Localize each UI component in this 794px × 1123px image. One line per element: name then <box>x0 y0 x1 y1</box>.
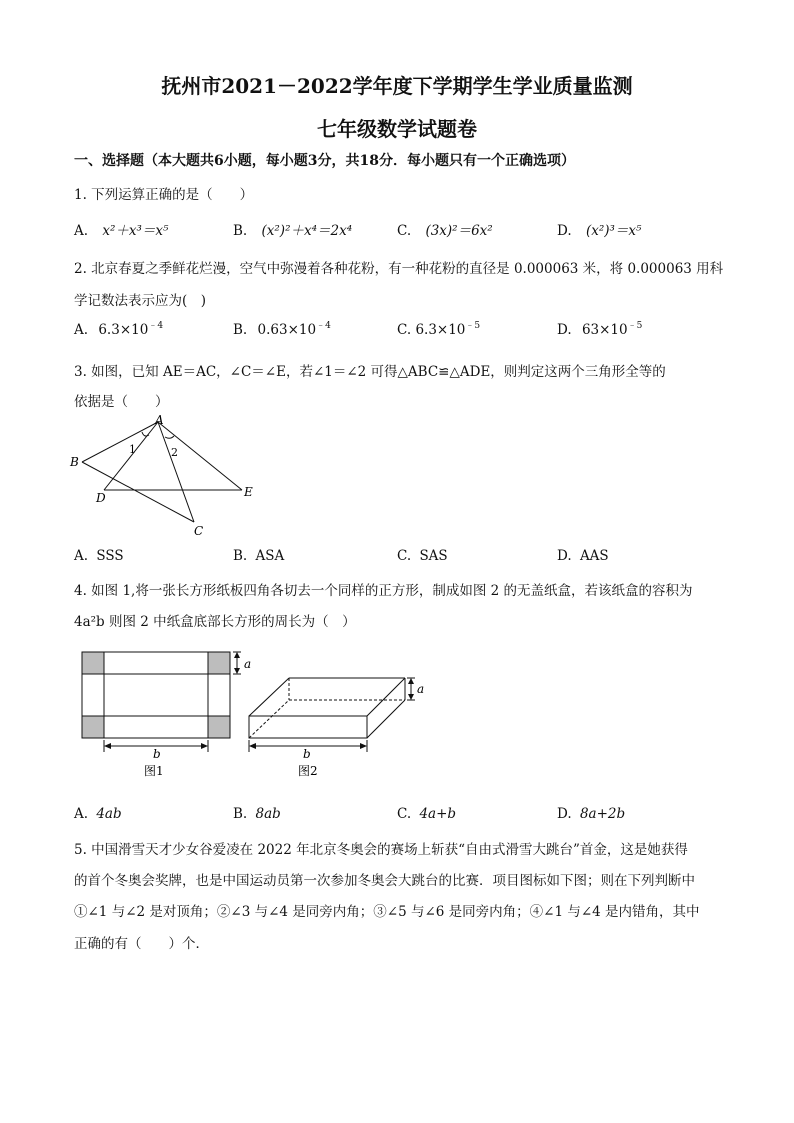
q2-option-c-letter: C. <box>397 322 412 338</box>
label-A: A <box>155 413 164 427</box>
q5-stem-line3: ①∠1 与∠2 是对顶角；②∠3 与∠4 是同旁内角；③∠5 与∠6 是同旁内角；④∠1 与∠4 是内错角，其中 <box>74 904 700 920</box>
q3-option-c-text: SAS <box>419 548 448 564</box>
q1-option-b-expr: (x²)²＋x⁴＝2x⁴ <box>261 223 353 239</box>
q1-option-c-letter: C. <box>397 223 412 239</box>
q4-option-a-text: 4ab <box>96 806 122 822</box>
q4-option-b[interactable] <box>233 806 281 822</box>
q4-option-c-text: 4a+b <box>419 806 457 822</box>
angle-label-2: 2 <box>171 446 178 459</box>
q1-option-a-letter: A. <box>74 223 89 239</box>
q2-option-c-exp: ﹣5 <box>465 321 481 331</box>
q2-stem-line1: 2. 北京春夏之季鲜花烂漫，空气中弥漫着各种花粉，有一种花粉的直径是 0.000063 米，将 0.000063 用科 <box>74 261 724 277</box>
q2-option-b[interactable] <box>233 318 331 338</box>
q3-option-b[interactable] <box>233 548 284 564</box>
q3-triangle-figure <box>64 412 274 540</box>
exam-title-line1: 抚州市2021－2022学年度下学期学生学业质量监测 <box>161 74 633 98</box>
fig2-label-a: a <box>417 682 425 696</box>
fig2-caption: 图2 <box>298 764 318 778</box>
fig1-caption: 图1 <box>144 764 164 778</box>
q2-option-b-exp: ﹣4 <box>316 321 331 331</box>
q1-option-a[interactable] <box>74 219 168 239</box>
q4-option-d[interactable] <box>557 806 625 822</box>
section-heading: 一、选择题（本大题共6小题，每小题3分，共18分．每小题只有一个正确选项） <box>74 153 575 169</box>
q4-option-d-letter: D. <box>557 806 572 822</box>
q2-option-b-letter: B. <box>233 322 248 338</box>
q1-option-a-expr: x²＋x³＝x⁵ <box>102 223 169 239</box>
label-D: D <box>96 491 106 505</box>
q3-option-d-text: AAS <box>579 548 609 564</box>
q4-option-b-text: 8ab <box>255 806 281 822</box>
q3-option-d-letter: D. <box>557 548 572 564</box>
q4-figure-1 <box>78 648 258 780</box>
q1-option-c-expr: (3x)²＝6x² <box>425 223 493 239</box>
q4-option-a-letter: A. <box>74 806 89 822</box>
q4-figure-2 <box>243 668 433 780</box>
q2-option-d-text: 63×10 <box>581 322 628 338</box>
q3-option-a-text: SSS <box>96 548 124 564</box>
q1-option-d[interactable] <box>557 219 641 239</box>
q3-option-a-letter: A. <box>74 548 89 564</box>
q2-option-c[interactable] <box>397 318 480 338</box>
q2-option-b-text: 0.63×10 <box>257 322 317 338</box>
q3-option-a[interactable] <box>74 548 124 564</box>
q2-option-d[interactable] <box>557 318 642 338</box>
q4-option-d-text: 8a+2b <box>579 806 626 822</box>
fig2-label-b: b <box>303 747 311 761</box>
q1-option-b[interactable] <box>233 219 352 239</box>
q2-option-a[interactable] <box>74 318 163 338</box>
angle-label-1: 1 <box>129 443 136 456</box>
q5-stem-line1: 5. 中国滑雪天才少女谷爱凌在 2022 年北京冬奥会的赛场上斩获“自由式滑雪大跳台”首金，这是她获得 <box>74 842 688 858</box>
q2-option-d-letter: D. <box>557 322 572 338</box>
q1-option-d-expr: (x²)³＝x⁵ <box>585 223 642 239</box>
q2-option-a-letter: A. <box>74 322 89 338</box>
q3-option-b-letter: B. <box>233 548 248 564</box>
fig1-label-a: a <box>244 657 252 671</box>
q4-option-c-letter: C. <box>397 806 412 822</box>
q2-option-a-text: 6.3×10 <box>98 322 149 338</box>
q3-stem-line1: 3. 如图，已知 AE＝AC，∠C＝∠E，若∠1＝∠2 可得△ABC≌△ADE，则判定这两个三角形全等的 <box>74 364 666 380</box>
q3-stem-line2: 依据是（ ） <box>74 394 169 410</box>
q1-stem: 1. 下列运算正确的是（ ） <box>74 187 254 203</box>
exam-title-line2: 七年级数学试题卷 <box>317 117 477 141</box>
q5-stem-line4: 正确的有（ ）个． <box>74 936 209 952</box>
label-C: C <box>194 524 204 538</box>
q4-stem-line1: 4. 如图 1,将一张长方形纸板四角各切去一个同样的正方形，制成如图 2 的无盖纸盒，若该纸盒的容积为 <box>74 583 693 599</box>
label-E: E <box>244 485 253 499</box>
q5-stem-line2: 的首个冬奥会奖牌，也是中国运动员第一次参加冬奥会大跳台的比赛．项目图标如下图；则在下列判断中 <box>74 873 695 889</box>
q4-option-c[interactable] <box>397 806 456 822</box>
label-B: B <box>70 455 79 469</box>
q3-option-c-letter: C. <box>397 548 412 564</box>
q1-option-c[interactable] <box>397 219 493 239</box>
q4-option-a[interactable] <box>74 806 122 822</box>
q3-option-c[interactable] <box>397 548 448 564</box>
q3-option-b-text: ASA <box>255 548 285 564</box>
q4-stem-line2: 4a²b 则图 2 中纸盒底部长方形的周长为（ ） <box>74 614 356 630</box>
fig1-label-b: b <box>153 747 161 761</box>
q4-option-b-letter: B. <box>233 806 248 822</box>
q2-option-a-exp: ﹣4 <box>148 321 164 331</box>
q2-stem-line2: 学记数法表示应为( ) <box>74 293 207 309</box>
q2-option-c-text: 6.3×10 <box>415 322 466 338</box>
q1-option-d-letter: D. <box>557 223 572 239</box>
q2-option-d-exp: ﹣5 <box>627 321 643 331</box>
q1-option-b-letter: B. <box>233 223 248 239</box>
q3-option-d[interactable] <box>557 548 609 564</box>
